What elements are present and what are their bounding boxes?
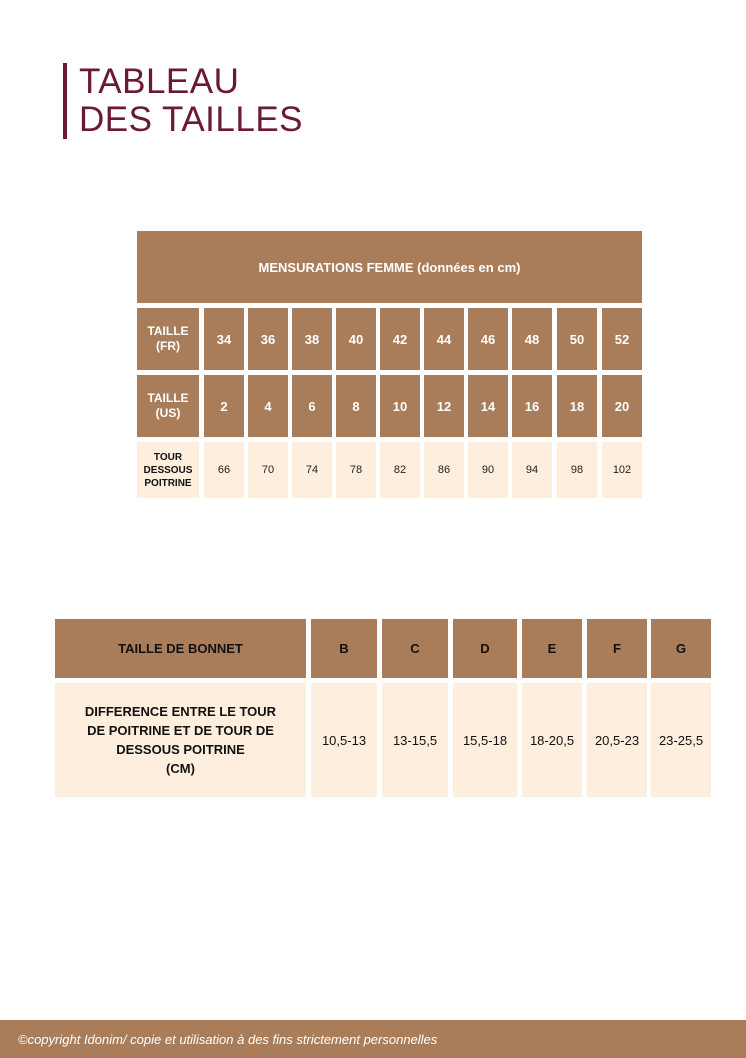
cup-header-cell: F (587, 619, 647, 678)
table-cell: 40 (336, 308, 376, 370)
table-cell: 98 (557, 442, 597, 498)
table-cell: 48 (512, 308, 552, 370)
table-cell: 42 (380, 308, 420, 370)
cup-value-cell: 13-15,5 (382, 683, 448, 797)
table-cell: 34 (204, 308, 244, 370)
cup-difference-label (55, 683, 306, 797)
label-line: (CM) (166, 761, 195, 776)
cup-size-header: TAILLE DE BONNET (55, 619, 306, 678)
cup-value-cell: 23-25,5 (651, 683, 711, 797)
table-cell: 14 (468, 375, 508, 437)
cup-value-cell: 18-20,5 (522, 683, 582, 797)
table-cell: 6 (292, 375, 332, 437)
cup-header-cell: E (522, 619, 582, 678)
table-cell: 38 (292, 308, 332, 370)
row-label-line: (US) (155, 406, 181, 420)
table-cell: 46 (468, 308, 508, 370)
row-label-line: POITRINE (144, 477, 192, 489)
cup-header-cell: D (453, 619, 517, 678)
table-cell: 36 (248, 308, 288, 370)
row-label-line: TAILLE (147, 324, 189, 338)
cup-header-cell: C (382, 619, 448, 678)
label-line: DE POITRINE ET DE TOUR DE (87, 723, 274, 738)
table-cell: 2 (204, 375, 244, 437)
label-line: DIFFERENCE ENTRE LE TOUR (84, 704, 277, 719)
table-cell: 8 (336, 375, 376, 437)
cup-value-cell: 20,5-23 (587, 683, 647, 797)
row-label-line: (FR) (156, 339, 180, 353)
label-line: DESSOUS POITRINE (116, 742, 245, 757)
row-label-size-fr (137, 308, 199, 370)
row-label-line: DESSOUS (143, 464, 193, 476)
table-cell: 20 (602, 375, 642, 437)
row-label-line: TAILLE (147, 391, 189, 405)
table-cell: 70 (248, 442, 288, 498)
table-cell: 94 (512, 442, 552, 498)
cup-header-cell: G (651, 619, 711, 678)
row-label-underbust (137, 442, 199, 498)
table-cell: 52 (602, 308, 642, 370)
cup-value-cell: 15,5-18 (453, 683, 517, 797)
title-line-1: TABLEAU (79, 62, 240, 101)
table-cell: 66 (204, 442, 244, 498)
row-label-line: TOUR (153, 451, 183, 463)
table-cell: 12 (424, 375, 464, 437)
cup-header-cell: B (311, 619, 377, 678)
title-line-2: DES TAILLES (79, 100, 304, 139)
table-cell: 50 (557, 308, 597, 370)
table-cell: 78 (336, 442, 376, 498)
row-label-size-us (137, 375, 199, 437)
table-cell: 102 (602, 442, 642, 498)
table-cell: 82 (380, 442, 420, 498)
table-cell: 4 (248, 375, 288, 437)
copyright-footer: ©copyright Idonim/ copie et utilisation à des fins strictement personnelles (0, 1020, 746, 1058)
table-cell: 86 (424, 442, 464, 498)
table-cell: 90 (468, 442, 508, 498)
measurements-header: MENSURATIONS FEMME (données en cm) (137, 231, 642, 303)
table-cell: 16 (512, 375, 552, 437)
table-cell: 74 (292, 442, 332, 498)
cup-value-cell: 10,5-13 (311, 683, 377, 797)
page-title (63, 63, 303, 139)
table-cell: 18 (557, 375, 597, 437)
table-cell: 10 (380, 375, 420, 437)
table-cell: 44 (424, 308, 464, 370)
